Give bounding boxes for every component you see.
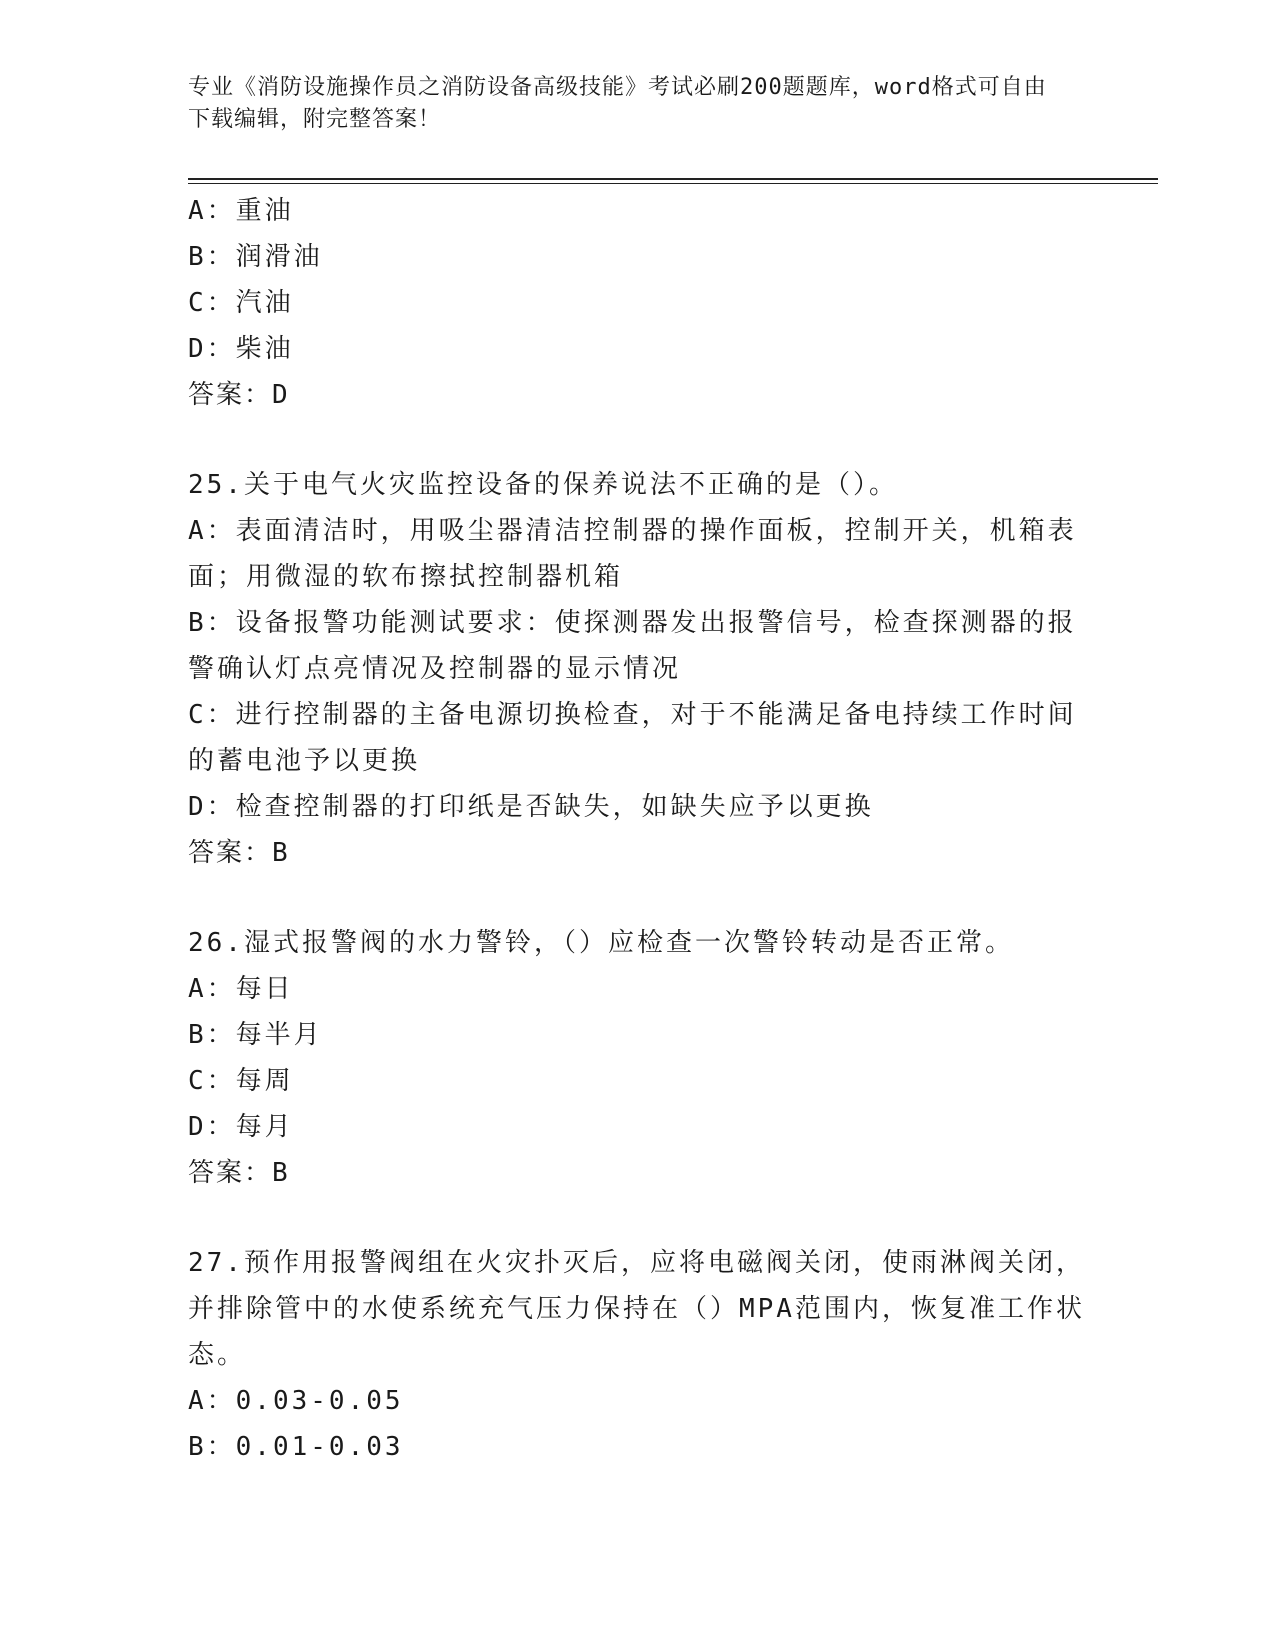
spacer [188, 876, 1088, 920]
header-divider [188, 178, 1158, 184]
option-c: C：每周 [188, 1066, 294, 1096]
divider-thick-line [188, 178, 1158, 180]
divider-thin-line [188, 183, 1158, 184]
option-a: A：每日 [188, 974, 294, 1004]
option-b: B：每半月 [188, 1020, 323, 1050]
question-stem: 27.预作用报警阀组在火灾扑灭后，应将电磁阀关闭，使雨淋阀关闭，并排除管中的水使系统充气压力保持在（）MPA范围内，恢复准工作状态。 [188, 1248, 1085, 1370]
question-content [188, 188, 1088, 1470]
question-block-27 [188, 1240, 1088, 1470]
option-b: B：0.01-0.03 [188, 1432, 404, 1462]
option-a: A：重油 [188, 196, 294, 226]
option-c: C：进行控制器的主备电源切换检查，对于不能满足备电持续工作时间的蓄电池予以更换 [188, 700, 1077, 776]
answer-line: 答案：D [188, 380, 290, 410]
option-c: C：汽油 [188, 288, 294, 318]
question-block-prev [188, 188, 1088, 418]
answer-line: 答案：B [188, 1158, 290, 1188]
question-block-25 [188, 462, 1088, 876]
answer-line: 答案：B [188, 838, 290, 868]
option-b: B：设备报警功能测试要求：使探测器发出报警信号，检查探测器的报警确认灯点亮情况及控制器的显示情况 [188, 608, 1077, 684]
question-stem: 25.关于电气火灾监控设备的保养说法不正确的是（）。 [188, 470, 898, 500]
option-d: D：检查控制器的打印纸是否缺失，如缺失应予以更换 [188, 792, 874, 822]
question-stem: 26.湿式报警阀的水力警铃，（）应检查一次警铃转动是否正常。 [188, 928, 1014, 958]
option-d: D：每月 [188, 1112, 294, 1142]
document-header: 专业《消防设施操作员之消防设备高级技能》考试必刷200题题库，word格式可自由下载编辑，附完整答案！ [188, 75, 1047, 132]
option-d: D：柴油 [188, 334, 294, 364]
option-a: A：0.03-0.05 [188, 1386, 404, 1416]
spacer [188, 418, 1088, 462]
question-block-26 [188, 920, 1088, 1196]
option-b: B：润滑油 [188, 242, 323, 272]
option-a: A：表面清洁时，用吸尘器清洁控制器的操作面板，控制开关，机箱表面；用微湿的软布擦拭控制器机箱 [188, 516, 1077, 592]
spacer [188, 1196, 1088, 1240]
